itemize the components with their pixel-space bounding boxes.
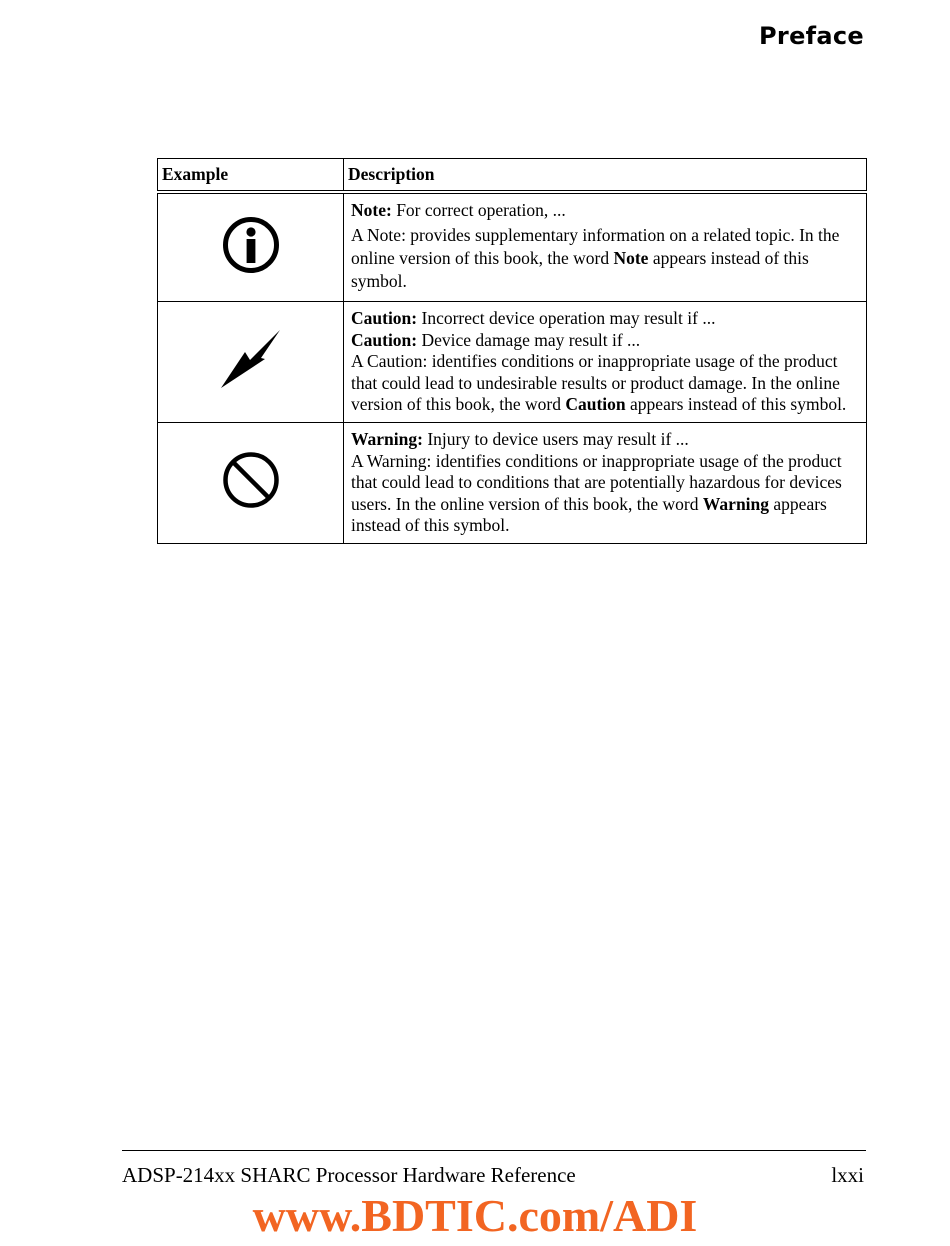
description-cell-note <box>344 192 867 302</box>
caution-lead-text-2: Device damage may result if ... <box>417 329 641 350</box>
caution-label-1: Caution: <box>351 308 418 328</box>
footer-book-title: ADSP-214xx SHARC Processor Hardware Reference <box>122 1163 576 1187</box>
warning-body-end: appears instead of this symbol. <box>351 493 827 536</box>
table-row-caution <box>158 302 867 423</box>
warning-label: Warning: <box>351 428 423 449</box>
note-label: Note: <box>351 200 392 220</box>
caution-body-end: appears instead of this symbol. <box>625 394 847 415</box>
table-row-warning <box>158 422 867 543</box>
footer-divider <box>122 1150 866 1151</box>
table-header-row <box>158 159 867 193</box>
note-lead-text: For correct operation, ... <box>391 200 566 220</box>
table-row-note <box>158 192 867 302</box>
caution-lead-line-2 <box>351 330 859 352</box>
example-cell-note <box>158 192 344 302</box>
watermark-url: www.BDTIC.com/ADI <box>252 1190 698 1241</box>
note-body-end: appears instead of this symbol. <box>351 247 809 291</box>
column-header-description: Description <box>344 159 867 193</box>
page-header-title: Preface <box>759 22 864 50</box>
warning-body-text: A Warning: identifies conditions or inappropriate usage of the product that could lead to conditions that are potentially hazardous for devices users. In the online version of this book, the word <box>351 450 842 514</box>
prohibited-icon <box>221 450 281 510</box>
caution-body-keyword: Caution <box>565 394 626 415</box>
example-cell-caution <box>158 302 344 423</box>
warning-lead-line <box>351 429 859 451</box>
column-header-example: Example <box>158 159 344 193</box>
info-icon <box>221 215 281 275</box>
warning-description <box>351 451 859 537</box>
description-cell-caution <box>344 302 867 423</box>
note-body-keyword: Note <box>613 247 649 268</box>
caution-bolt-icon <box>220 328 282 390</box>
warning-lead-text: Injury to device users may result if ... <box>422 428 689 449</box>
description-cell-warning <box>344 422 867 543</box>
caution-lead-text-1: Incorrect device operation may result if ... <box>417 308 716 328</box>
footer-page-number: lxxi <box>831 1163 864 1187</box>
caution-lead-line-1 <box>351 308 859 330</box>
warning-body-keyword: Warning <box>702 493 770 514</box>
note-description <box>351 224 859 293</box>
example-cell-warning <box>158 422 344 543</box>
note-body-text: A Note: provides supplementary information on a related topic. In the online version of this book, the word <box>351 224 840 268</box>
caution-label-2: Caution: <box>351 329 418 350</box>
caution-description <box>351 351 859 416</box>
note-lead-line <box>351 200 859 222</box>
conventions-table <box>157 158 867 544</box>
caution-body-text: A Caution: identifies conditions or inappropriate usage of the product that could lead to undesirable results or product damage. In the online version of this book, the word <box>351 351 840 415</box>
